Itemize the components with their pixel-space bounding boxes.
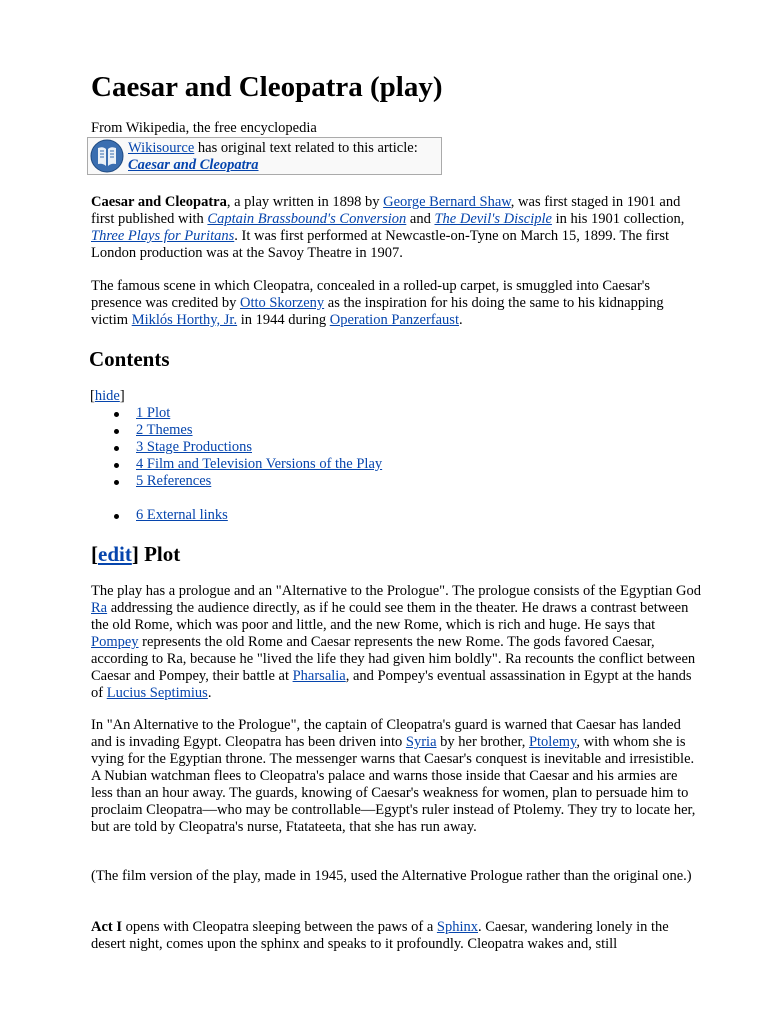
text-run: .	[207, 685, 212, 701]
link-captain-brassbound[interactable]	[207, 211, 406, 227]
toc-item	[136, 439, 382, 456]
link-pharsalia[interactable]: Pharsalia	[292, 668, 346, 684]
text-run: by her brother,	[436, 734, 529, 750]
link-george-bernard-shaw[interactable]: George Bernard Shaw	[383, 194, 511, 210]
link-lucius-septimius[interactable]: Lucius Septimius	[106, 685, 208, 701]
link-label: Three Plays for Puritans	[91, 228, 235, 244]
plot-paragraph-2	[91, 717, 701, 836]
bracket: ]	[131, 542, 139, 566]
text-run: , was first staged in 1901 and first published with	[91, 194, 681, 227]
link-label: Captain Brassbound's Conversion	[207, 211, 407, 227]
text-run: addressing the audience directly, as if he could see them in the theater. He draws a contrast between the old Rome, which was poor and little, and the new Rome, which is rich and huge. He says that	[91, 600, 689, 633]
toc-list	[136, 405, 382, 524]
toc-link-references[interactable]: 5 References	[136, 473, 212, 489]
bracket: [	[90, 388, 95, 404]
intro-paragraph-1	[91, 194, 701, 262]
bracket: ]	[119, 388, 125, 404]
toc-hide-link[interactable]: hide	[94, 388, 120, 404]
text-run: as the inspiration for his doing the same to his kidnapping victim	[91, 295, 664, 328]
toc-link-stage-productions[interactable]: 3 Stage Productions	[136, 439, 252, 455]
site-tagline: From Wikipedia, the free encyclopedia	[91, 120, 317, 136]
wikisource-title-label: Caesar and Cleopatra	[128, 157, 259, 173]
page-title: Caesar and Cleopatra (play)	[91, 71, 443, 103]
toc-item	[136, 456, 382, 473]
link-three-plays[interactable]	[91, 228, 234, 244]
section-heading-label: Plot	[138, 542, 181, 566]
wikisource-text	[128, 140, 418, 174]
intro-paragraph-2	[91, 278, 701, 329]
act-label: Act I	[91, 919, 123, 935]
wikisource-logo-icon	[90, 139, 124, 173]
text-run: opens with Cleopatra sleeping between the paws of a	[122, 919, 437, 935]
link-miklos-horthy[interactable]: Miklós Horthy, Jr.	[131, 312, 238, 328]
text-run: The play has a prologue and an "Alternative to the Prologue". The prologue consists of the Egyptian God	[91, 583, 701, 599]
toc-title: Contents	[89, 347, 170, 371]
toc-link-themes[interactable]: 2 Themes	[136, 422, 193, 438]
text-run: , with whom she is vying for the Egyptian throne. The messenger warns that Caesar's conquest is inevitable and irresistible. A Nubian watchman flees to Cleopatra's palace and warns those inside that Caesar and his armies are less than an hour away. The guards, knowing of Caesar's weakness for women, plan to persuade him to proclaim Cleopatra—who may be controllable—Egypt's ruler instead of Ptolemy. They try to locate her, but are told by Cleopatra's nurse, Ftatateeta, that she has run away.	[91, 734, 696, 835]
link-pompey[interactable]: Pompey	[91, 634, 139, 650]
text-run: In "An Alternative to the Prologue", the captain of Cleopatra's guard is warned that Caesar has landed and is invading Egypt. Cleopatra has been driven into	[91, 717, 681, 750]
link-syria[interactable]: Syria	[405, 734, 437, 750]
link-otto-skorzeny[interactable]: Otto Skorzeny	[239, 295, 325, 311]
wikisource-box	[87, 137, 442, 175]
toc-link-external-links[interactable]: 6 External links	[136, 507, 228, 523]
link-sphinx[interactable]: Sphinx	[436, 919, 478, 935]
text-run: , and Pompey's eventual assassination in Egypt at the hands of	[91, 668, 692, 701]
section-heading-plot	[91, 541, 180, 567]
wikisource-link[interactable]: Wikisource	[128, 140, 195, 156]
edit-link-plot[interactable]: edit	[98, 542, 132, 566]
plot-paragraph-4	[91, 919, 701, 953]
toc-link-film-television[interactable]: 4 Film and Television Versions of the Play	[136, 456, 383, 472]
bracket: [	[91, 542, 98, 566]
toc-item	[136, 473, 382, 490]
text-run: in 1944 during	[237, 312, 330, 328]
text-run: The famous scene in which Cleopatra, concealed in a rolled-up carpet, is smuggled into Caesar's presence was credited by	[91, 278, 651, 311]
link-operation-panzerfaust[interactable]: Operation Panzerfaust	[329, 312, 459, 328]
plot-paragraph-3: (The film version of the play, made in 1945, used the Alternative Prologue rather than the original one.)	[91, 868, 692, 884]
link-label: The Devil's Disciple	[434, 211, 552, 227]
toc-item	[136, 507, 382, 524]
intro-bold-title: Caesar and Cleopatra	[91, 194, 227, 210]
toc-item	[136, 405, 382, 422]
text-run: in his 1901 collection,	[551, 211, 685, 227]
text-run: and	[406, 211, 435, 227]
text-run: . Caesar, wandering lonely in the desert night, comes upon the sphinx and speaks to it profoundly. Cleopatra wakes and, still	[91, 919, 669, 952]
toc-item	[136, 422, 382, 439]
text-run: represents the old Rome and Caesar represents the new Rome. The gods favored Caesar, according to Ra, because he "lived the life they had given him boldly". Ra recounts the conflict between Caesar and Pompey, their battle at	[91, 634, 696, 684]
link-devils-disciple[interactable]	[434, 211, 551, 227]
text-run: , a play written in 1898 by	[226, 194, 384, 210]
toc-toggle	[90, 388, 125, 405]
link-ptolemy[interactable]: Ptolemy	[528, 734, 577, 750]
text-run: . It was first performed at Newcastle-on-Tyne on March 15, 1899. The first London production was at the Savoy Theatre in 1907.	[91, 228, 670, 261]
toc-link-plot[interactable]: 1 Plot	[136, 405, 171, 421]
text-run: .	[458, 312, 463, 328]
link-ra[interactable]: Ra	[91, 600, 108, 616]
wikisource-description: has original text related to this article:	[194, 140, 418, 156]
plot-paragraph-1	[91, 583, 701, 702]
wikisource-title-link[interactable]	[128, 157, 259, 173]
